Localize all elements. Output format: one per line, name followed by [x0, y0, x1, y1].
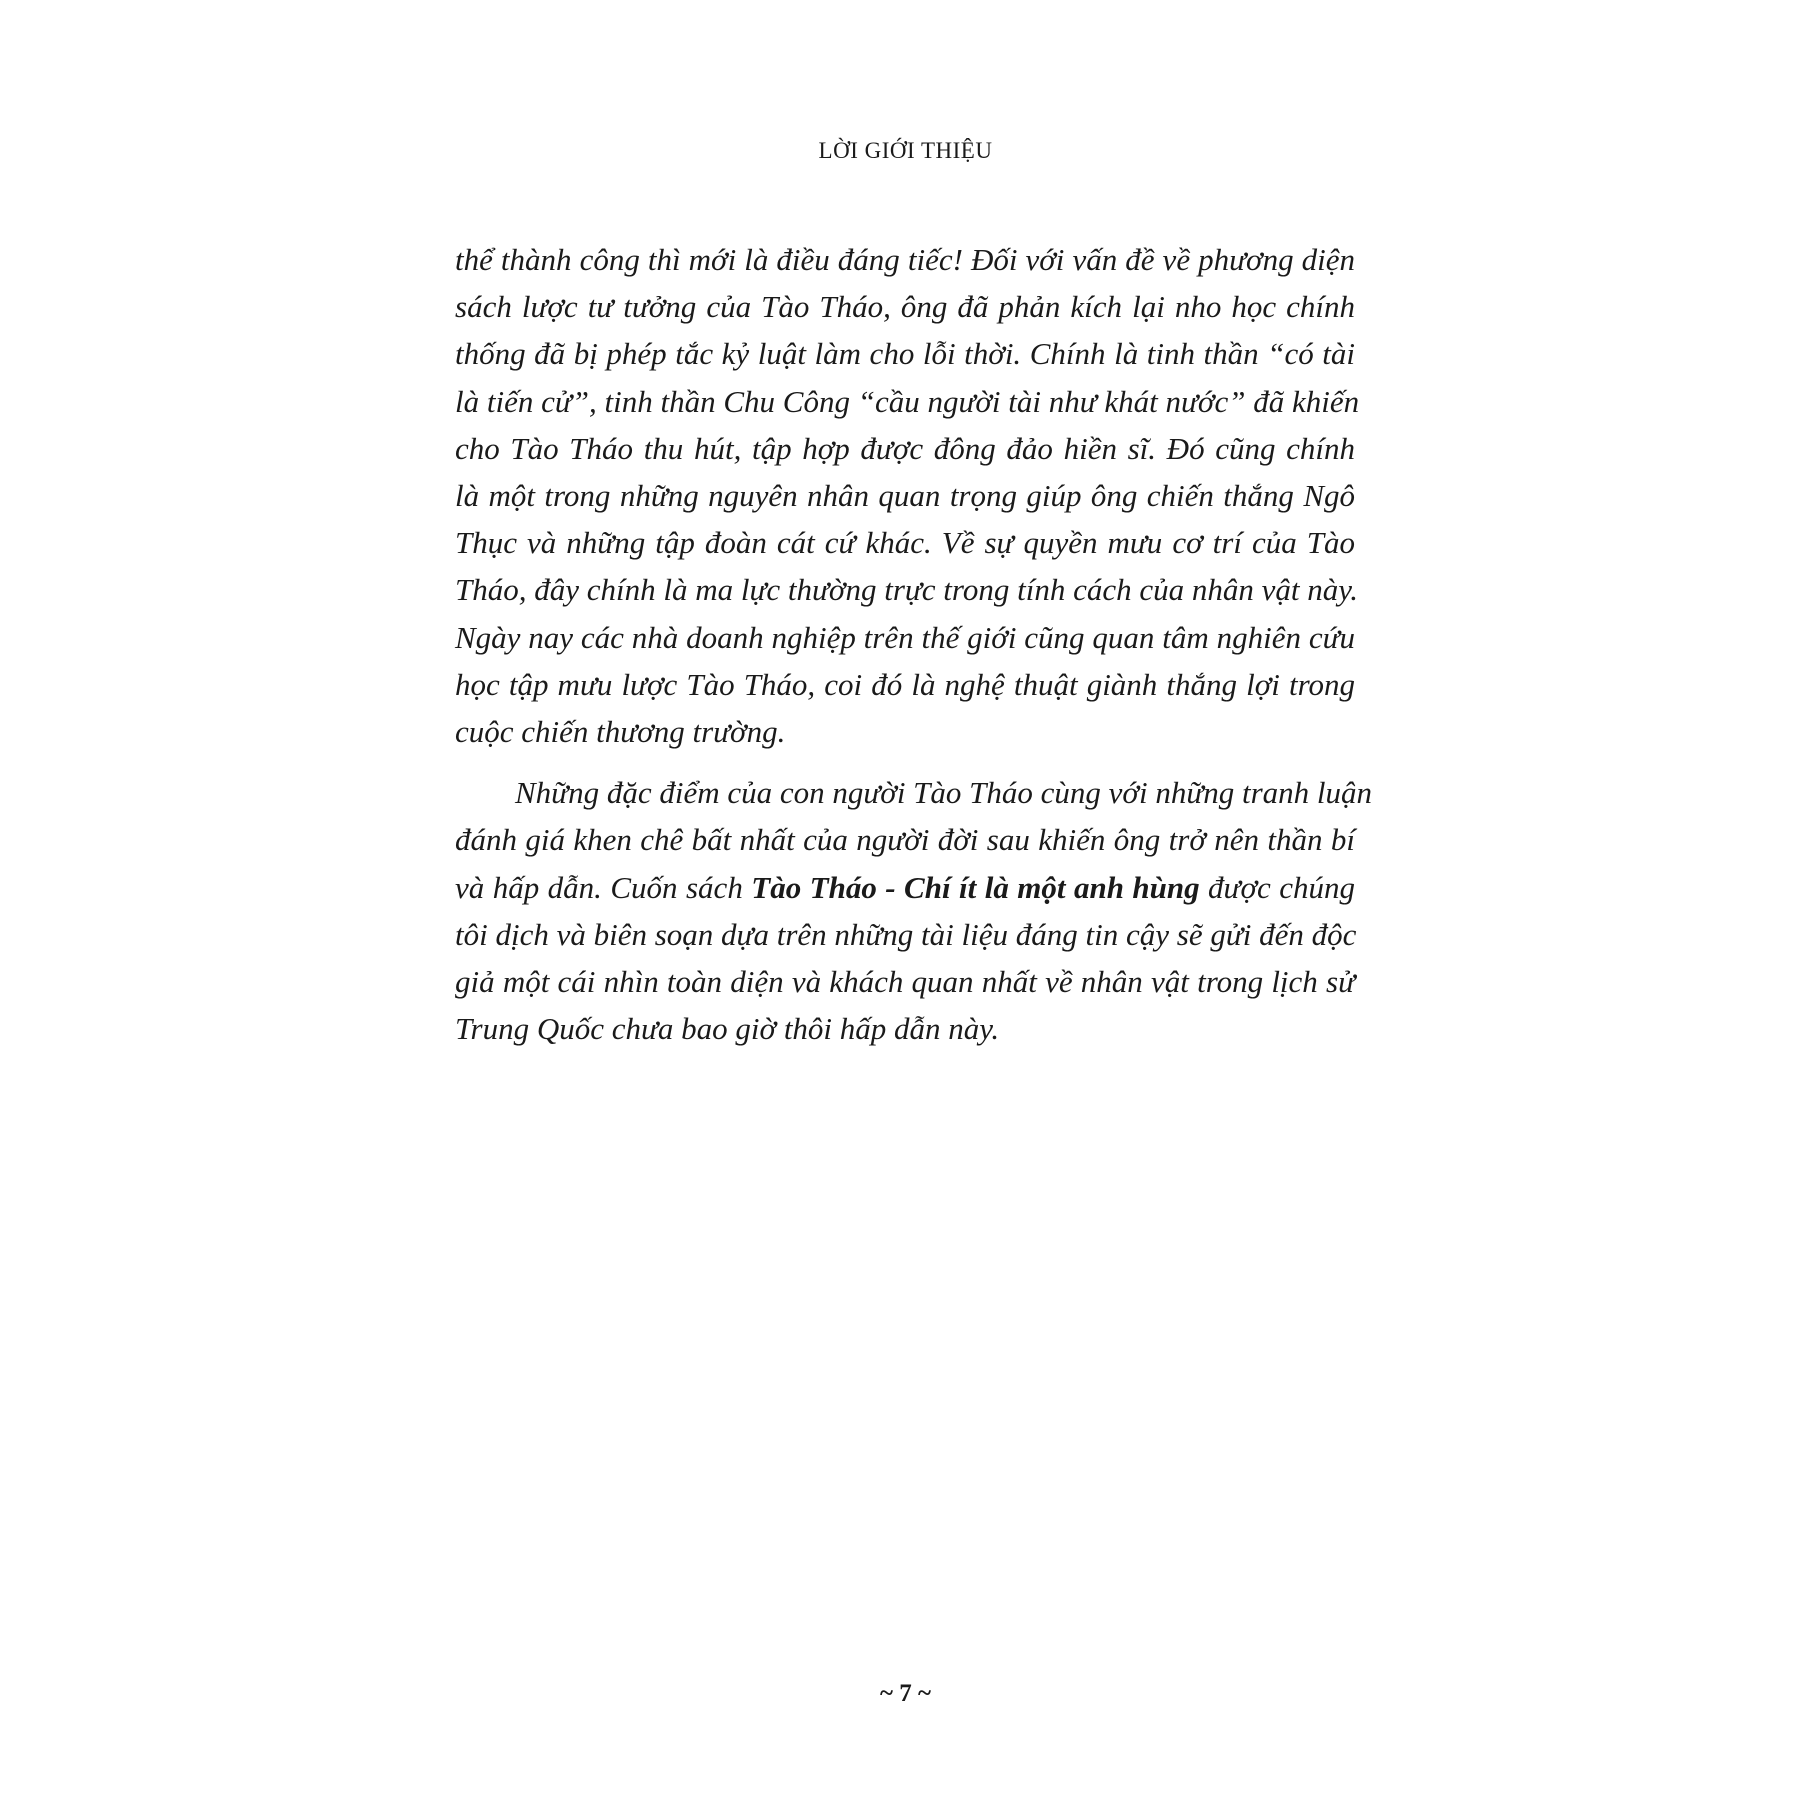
page-number: ~ 7 ~	[879, 1680, 931, 1707]
text-line: là một trong những nguyên nhân quan trọng giúp ông chiến thắng Ngô	[455, 478, 1355, 514]
text-line: Trung Quốc chưa bao giờ thôi hấp dẫn này.	[455, 1011, 1000, 1047]
text-line: Thục và những tập đoàn cát cứ khác. Về sự quyền mưu cơ trí của Tào	[455, 525, 1355, 561]
text-line: sách lược tư tưởng của Tào Tháo, ông đã phản kích lại nho học chính	[455, 289, 1355, 325]
text-line	[455, 864, 1355, 911]
body-text	[455, 236, 1373, 1052]
text-line: cho Tào Tháo thu hút, tập hợp được đông đảo hiền sĩ. Đó cũng chính	[455, 430, 1355, 466]
text-line: đánh giá khen chê bất nhất của người đời sau khiến ông trở nên thần bí	[455, 822, 1355, 858]
text-line: là tiến cử”, tinh thần Chu Công “cầu người tài như khát nước” đã khiến	[455, 383, 1360, 419]
text-line: giả một cái nhìn toàn diện và khách quan nhất về nhân vật trong lịch sử	[455, 964, 1355, 1000]
paragraph-2	[455, 769, 1373, 1052]
text-segment: được chúng	[1199, 869, 1355, 905]
text-line: cuộc chiến thương trường.	[455, 714, 786, 750]
book-title: Tào Tháo - Chí ít là một anh hùng	[751, 869, 1200, 905]
text-line: thể thành công thì mới là điều đáng tiếc! Đối với vấn đề về phương diện	[455, 242, 1355, 277]
paragraph-1	[455, 236, 1360, 755]
text-line: Ngày nay các nhà doanh nghiệp trên thế giới cũng quan tâm nghiên cứu	[455, 619, 1355, 655]
text-line: Tháo, đây chính là ma lực thường trực trong tính cách của nhân vật này.	[455, 572, 1359, 608]
text-line: thống đã bị phép tắc kỷ luật làm cho lỗi thời. Chính là tinh thần “có tài	[455, 336, 1355, 372]
running-head: LỜI GIỚI THIỆU	[818, 138, 993, 163]
text-line: học tập mưu lược Tào Tháo, coi đó là nghệ thuật giành thắng lợi trong	[455, 666, 1355, 702]
text-segment: và hấp dẫn. Cuốn sách	[455, 869, 752, 905]
text-line: Những đặc điểm của con người Tào Tháo cùng với những tranh luận	[515, 775, 1373, 811]
text-line: tôi dịch và biên soạn dựa trên những tài liệu đáng tin cậy sẽ gửi đến độc	[455, 916, 1357, 952]
